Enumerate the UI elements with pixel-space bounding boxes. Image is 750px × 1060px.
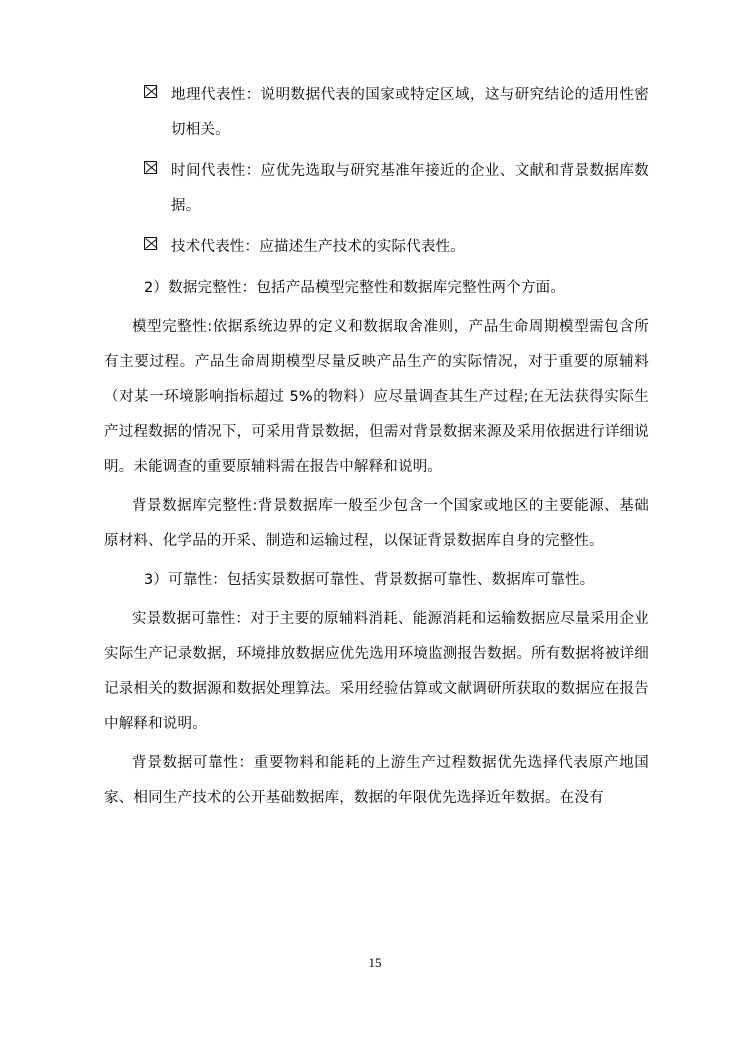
checkbox-cross-icon [144,85,157,98]
paragraph: 背景数据可靠性：重要物料和能耗的上游生产过程数据优先选择代表原产地国家、相同生产技术的公开基础数据库，数据的年限优先选择近年数据。在没有 [104,755,649,806]
list-item-text: 时间代表性：应优先选取与研究基准年接近的企业、文献和背景数据库数据。 [171,163,649,214]
list-item [104,154,649,224]
paragraph: 实景数据可靠性：对于主要的原辅料消耗、能源消耗和运输数据应尽量采用企业实际生产记录数据，环境排放数据应优先选用环境监测报告数据。所有数据将被详细记录相关的数据源和数据处理算法。采用经验估算或文献调研所获取的数据应在报告中解释和说明。 [104,611,649,732]
paragraph: 模型完整性:依据系统边界的定义和数据取舍准则，产品生命周期模型需包含所有主要过程。产品生命周期模型尽量反映产品生产的实际情况，对于重要的原辅料（对某一环境影响指标超过 5%的物料）应尽量调查其生产过程;在无法获得实际生产过程数据的情况下，可采用背景数据，但需对背景数据来源及采用依据进行详细说明。未能调查的重要原辅料需在报告中解释和说明。 [104,319,649,475]
list-item [104,78,649,148]
list-item [104,230,649,265]
document-body [104,78,649,820]
paragraph: 背景数据库完整性:背景数据库一般至少包含一个国家或地区的主要能源、基础原材料、化学品的开采、制造和运输过程，以保证背景数据库自身的完整性。 [104,498,649,549]
numbered-item: 2）数据完整性：包括产品模型完整性和数据库完整性两个方面。 [144,280,566,296]
checkbox-cross-icon [144,161,157,174]
numbered-item: 3）可靠性：包括实景数据可靠性、背景数据可靠性、数据库可靠性。 [144,572,595,588]
list-item-text: 技术代表性：应描述生产技术的实际代表性。 [171,239,465,255]
list-item-text: 地理代表性：说明数据代表的国家或特定区域，这与研究结论的适用性密切相关。 [171,87,649,138]
page-number: 15 [368,955,382,970]
checkbox-cross-icon [144,237,157,250]
